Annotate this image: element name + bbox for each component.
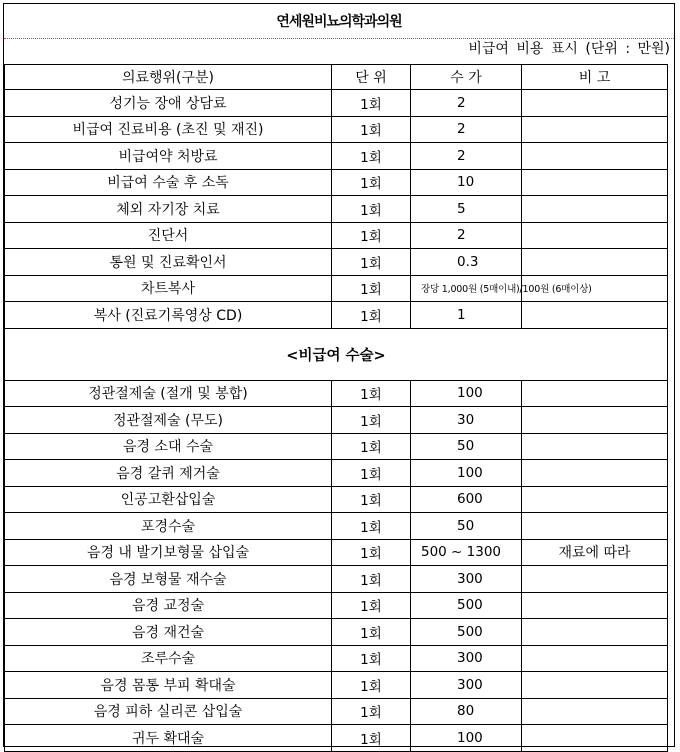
item-unit: 1회 [332, 222, 411, 249]
item-unit: 1회 [332, 698, 411, 725]
item-note [522, 460, 668, 487]
table-row [5, 407, 668, 434]
col-header-price: 수 가 [411, 65, 522, 90]
item-unit: 1회 [332, 672, 411, 699]
item-unit: 1회 [332, 249, 411, 276]
table-row [5, 698, 668, 725]
item-unit: 1회 [332, 275, 411, 302]
item-note [522, 249, 668, 276]
item-price: 500 ~ 1300 [411, 539, 522, 566]
cost-notice: 비급여 비용 표시 (단위 : 만원) [468, 41, 670, 57]
table-row [5, 645, 668, 672]
item-unit: 1회 [332, 566, 411, 593]
item-unit: 1회 [332, 486, 411, 513]
item-name: 성기능 장애 상담료 [5, 90, 332, 117]
item-name: 음경 소대 수술 [5, 433, 332, 460]
item-price: 2 [411, 222, 522, 249]
item-price: 2 [411, 90, 522, 117]
item-unit: 1회 [332, 645, 411, 672]
table-row [5, 249, 668, 276]
item-price: 0.3 [411, 249, 522, 276]
item-name: 음경 보형물 재수술 [5, 566, 332, 593]
col-header-item: 의료행위(구분) [5, 65, 332, 90]
item-name: 음경 갈퀴 제거술 [5, 460, 332, 487]
item-unit: 1회 [332, 302, 411, 329]
item-name: 음경 피하 실리콘 삽입술 [5, 698, 332, 725]
item-name: 음경 내 발기보형물 삽입술 [5, 539, 332, 566]
item-unit: 1회 [332, 380, 411, 407]
table-row [5, 672, 668, 699]
item-note [522, 407, 668, 434]
item-price: 2 [411, 143, 522, 170]
item-unit: 1회 [332, 592, 411, 619]
item-name: 조루수술 [5, 645, 332, 672]
item-note [522, 90, 668, 117]
item-note: 재료에 따라 [522, 539, 668, 566]
item-price: 50 [411, 513, 522, 540]
table-row [5, 302, 668, 329]
item-name: 귀두 확대술 [5, 725, 332, 752]
table-row [5, 275, 668, 302]
item-price: 10 [411, 169, 522, 196]
item-price: 장당 1,000원 (5매이내)/100원 (6매이상) [411, 275, 522, 302]
item-note [522, 222, 668, 249]
item-note [522, 116, 668, 143]
table-row [5, 196, 668, 223]
item-price: 500 [411, 619, 522, 646]
clinic-title: 연세원비뇨의학과의원 [276, 14, 402, 30]
item-price: 5 [411, 196, 522, 223]
table-row [5, 433, 668, 460]
item-name: 포경수술 [5, 513, 332, 540]
item-name: 비급여 수술 후 소독 [5, 169, 332, 196]
item-name: 인공고환삽입술 [5, 486, 332, 513]
item-price: 300 [411, 645, 522, 672]
col-header-note: 비 고 [522, 65, 668, 90]
item-name: 비급여 진료비용 (초진 및 재진) [5, 116, 332, 143]
item-unit: 1회 [332, 196, 411, 223]
table-row [5, 222, 668, 249]
item-name: 정관절제술 (절개 및 봉합) [5, 380, 332, 407]
item-name: 음경 재건술 [5, 619, 332, 646]
item-price: 300 [411, 566, 522, 593]
item-note [522, 725, 668, 752]
table-row [5, 143, 668, 170]
item-name: 체외 자기장 치료 [5, 196, 332, 223]
item-name: 차트복사 [5, 275, 332, 302]
item-unit: 1회 [332, 90, 411, 117]
item-name: 비급여약 처방료 [5, 143, 332, 170]
item-name: 정관절제술 (무도) [5, 407, 332, 434]
col-header-unit: 단 위 [332, 65, 411, 90]
item-price: 500 [411, 592, 522, 619]
item-name: 복사 (진료기록영상 CD) [5, 302, 332, 329]
item-name: 통원 및 진료확인서 [5, 249, 332, 276]
item-note [522, 698, 668, 725]
item-note [522, 433, 668, 460]
item-note [522, 169, 668, 196]
table-row [5, 619, 668, 646]
item-unit: 1회 [332, 169, 411, 196]
item-price: 1 [411, 302, 522, 329]
item-unit: 1회 [332, 460, 411, 487]
table-row [5, 486, 668, 513]
item-price: 50 [411, 433, 522, 460]
item-unit: 1회 [332, 619, 411, 646]
item-price: 600 [411, 486, 522, 513]
table-row [5, 513, 668, 540]
table-row [5, 539, 668, 566]
item-unit: 1회 [332, 407, 411, 434]
item-price: 80 [411, 698, 522, 725]
item-note [522, 513, 668, 540]
table-header-row [5, 65, 668, 90]
item-price: 2 [411, 116, 522, 143]
item-unit: 1회 [332, 143, 411, 170]
table-row [5, 169, 668, 196]
table-row [5, 460, 668, 487]
item-price: 30 [411, 407, 522, 434]
item-price: 100 [411, 725, 522, 752]
item-note [522, 672, 668, 699]
item-unit: 1회 [332, 539, 411, 566]
item-price: 100 [411, 460, 522, 487]
table-row [5, 90, 668, 117]
item-name: 음경 몸통 부피 확대술 [5, 672, 332, 699]
item-price: 100 [411, 380, 522, 407]
item-note [522, 645, 668, 672]
item-note [522, 196, 668, 223]
item-price: 300 [411, 672, 522, 699]
item-note [522, 302, 668, 329]
price-table [4, 64, 668, 752]
item-note [522, 143, 668, 170]
table-row [5, 380, 668, 407]
table-row [5, 566, 668, 593]
table-row [5, 592, 668, 619]
item-name: 진단서 [5, 222, 332, 249]
item-unit: 1회 [332, 725, 411, 752]
item-unit: 1회 [332, 116, 411, 143]
item-name: 음경 교정술 [5, 592, 332, 619]
item-note [522, 619, 668, 646]
item-note [522, 486, 668, 513]
section-row [5, 328, 668, 380]
section-heading: <비급여 수술> [5, 328, 668, 380]
table-row [5, 116, 668, 143]
item-unit: 1회 [332, 433, 411, 460]
item-note [522, 592, 668, 619]
item-unit: 1회 [332, 513, 411, 540]
item-note [522, 566, 668, 593]
table-row [5, 725, 668, 752]
item-note [522, 380, 668, 407]
